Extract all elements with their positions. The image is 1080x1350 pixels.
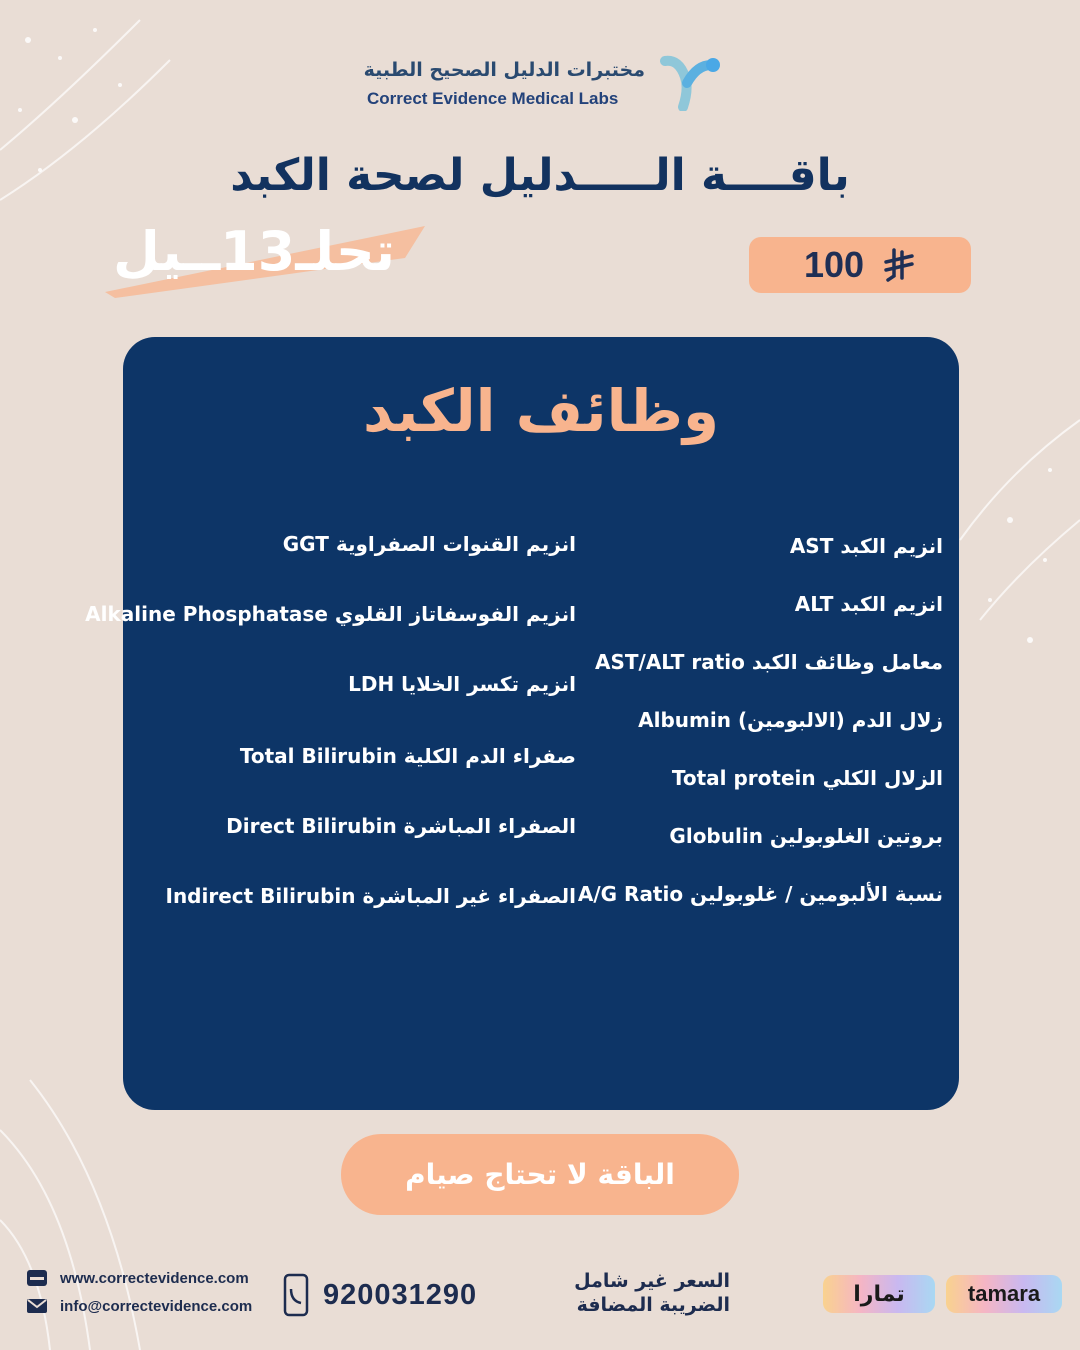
brand-name-english: Correct Evidence Medical Labs	[367, 89, 619, 108]
list-item: انزيم القنوات الصفراوية GGT	[282, 532, 576, 556]
list-item: الصفراء المباشرة Direct Bilirubin	[226, 814, 576, 838]
tamara-english-badge: tamara	[946, 1275, 1062, 1313]
email-row[interactable]	[26, 1297, 252, 1315]
email-link[interactable]: info@correctevidence.com	[60, 1297, 253, 1315]
mail-icon	[26, 1297, 48, 1315]
price-badge	[749, 237, 971, 293]
liver-tests-card	[85, 337, 959, 1110]
list-item: انزيم الفوسفاتاز القلوي Alkaline Phosphatase	[85, 602, 576, 626]
phone-row[interactable]	[283, 1273, 477, 1317]
fasting-note-pill: الباقة لا تحتاج صيام	[341, 1134, 739, 1215]
list-item: انزيم الكبد ALT	[794, 592, 943, 616]
list-item: الزلال الكلي Total protein	[671, 766, 943, 790]
web-icon	[26, 1269, 48, 1287]
website-row[interactable]	[26, 1269, 249, 1287]
list-item: نسبة الألبومين / غلوبولين A/G Ratio	[577, 882, 943, 906]
list-item: معامل وظائف الكبد AST/ALT ratio	[595, 650, 943, 674]
page-title: باقــــة الـــــدليل لصحة الكبد	[230, 150, 850, 201]
vat-line-1: السعر غير شامل	[574, 1270, 730, 1292]
list-item: انزيم الكبد AST	[789, 534, 943, 558]
saudi-riyal-icon	[884, 248, 916, 282]
list-item: بروتين الغلوبولين Globulin	[669, 824, 943, 848]
vat-line-2: الضريبة المضافة	[576, 1294, 730, 1316]
brand-name-arabic: مختبرات الدليل الصحيح الطبية	[363, 59, 645, 81]
list-item: صفراء الدم الكلية Total Bilirubin	[239, 744, 576, 768]
list-item: انزيم تكسر الخلايا LDH	[348, 672, 576, 696]
test-count-label: تحلـ13ــيل	[113, 220, 396, 283]
phone-number[interactable]: 920031290	[323, 1278, 478, 1311]
price-value: 100	[803, 244, 865, 285]
brand-logo	[365, 55, 725, 115]
mobile-phone-icon	[283, 1273, 309, 1317]
brand-mark-icon	[657, 55, 721, 111]
promo-banner	[105, 218, 435, 298]
list-item: زلال الدم (الالبومين) Albumin	[638, 708, 943, 732]
list-item: الصفراء غير المباشرة Indirect Bilirubin	[165, 884, 576, 908]
card-heading: وظائف الكبد	[362, 377, 720, 445]
footer	[0, 1255, 1080, 1335]
tamara-arabic-badge: تمارا	[823, 1275, 935, 1313]
vat-note	[565, 1269, 730, 1317]
website-link[interactable]: www.correctevidence.com	[60, 1269, 249, 1287]
